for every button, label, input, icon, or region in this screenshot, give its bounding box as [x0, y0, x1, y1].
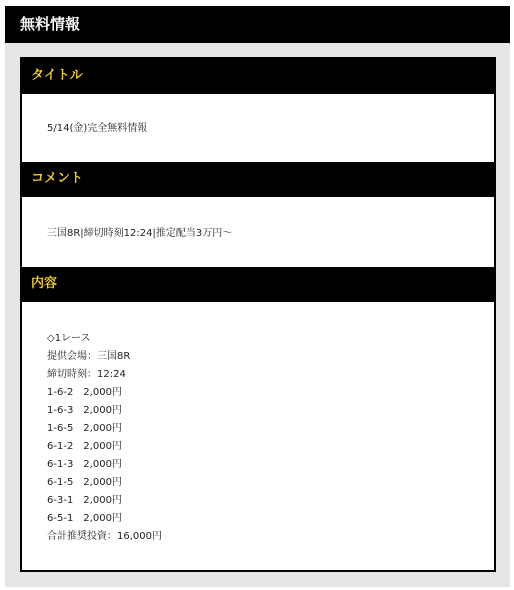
title-text: 5/14(金)完全無料情報: [47, 123, 148, 134]
page-header: [5, 6, 510, 43]
section-heading-title: タイトル: [31, 68, 83, 83]
section-header-comment: [22, 162, 494, 197]
content-line-total: 合計推奨投資：16,000円: [47, 531, 162, 542]
free-info-page: [5, 6, 510, 587]
content-line-bet: 1-6-5 2,000円: [47, 423, 122, 434]
section-heading-comment: コメント: [31, 171, 84, 186]
page-title: 無料情報: [20, 15, 81, 33]
content-line-race: ◇1レース: [47, 333, 91, 344]
content-line-venue: 提供会場：三国8R: [47, 351, 131, 362]
section-header-content: [22, 267, 494, 302]
section-header-title: [22, 59, 494, 94]
content-line-bet: 6-1-2 2,000円: [47, 441, 122, 452]
info-panel: [20, 57, 496, 572]
content-line-bet: 6-3-1 2,000円: [47, 495, 122, 506]
content-line-bet: 1-6-3 2,000円: [47, 405, 122, 416]
content-line-deadline: 締切時刻：12:24: [47, 369, 126, 380]
content-list: [47, 333, 162, 549]
section-heading-content: 内容: [31, 276, 58, 291]
content-line-bet: 6-1-5 2,000円: [47, 477, 122, 488]
content-line-bet: 6-1-3 2,000円: [47, 459, 122, 470]
content-line-bet: 1-6-2 2,000円: [47, 387, 122, 398]
content-line-bet: 6-5-1 2,000円: [47, 513, 122, 524]
comment-text: 三国8R|締切時刻12:24|推定配当3万円〜: [47, 228, 233, 239]
